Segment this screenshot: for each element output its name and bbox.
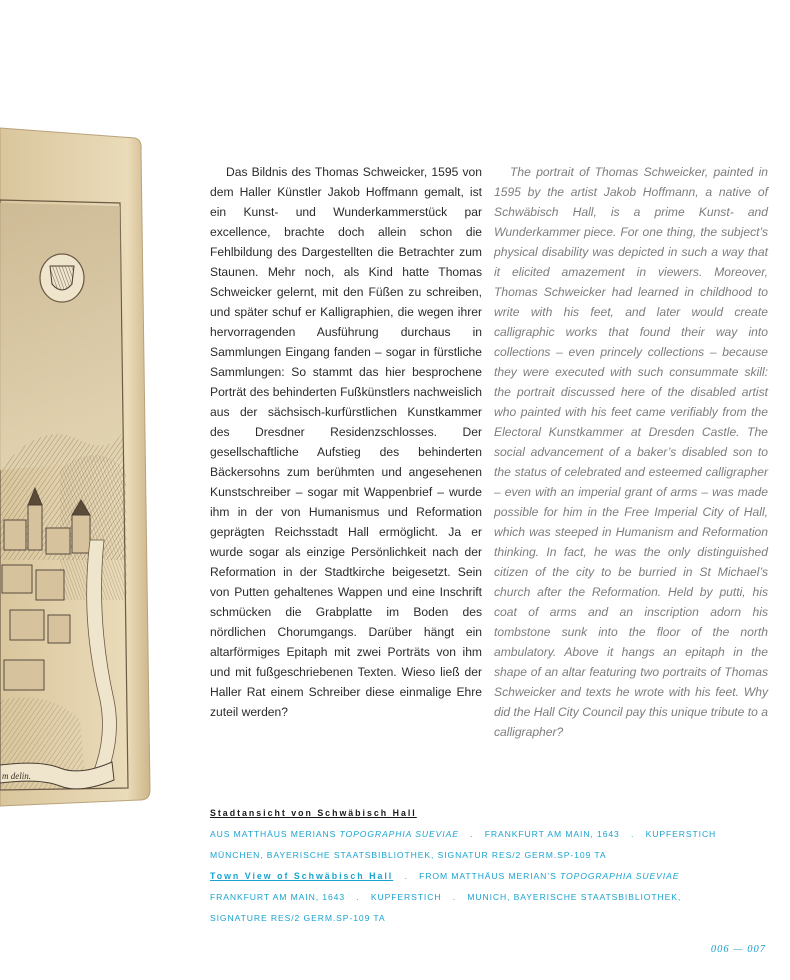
- german-text-column: [210, 162, 482, 722]
- page-number-dash: —: [733, 944, 744, 955]
- caption-separator: .: [470, 829, 474, 839]
- caption-holder-en: MUNICH, BAYERISCHE STAATSBIBLIOTHEK,: [467, 892, 682, 902]
- german-paragraph: Das Bildnis des Thomas Schweicker, 1595 von dem Haller Künstler Jakob Hoffmann gemalt, ist ein Kunst- und Wunderkammerstück par excellence, brachte doch allein schon die Fehlbildung des Dargestellten die Betrachter zum Staunen. Mehr noch, als Kind hatte Thomas Schweicker gelernt, mit den Füßen zu schreiben, und später schuf er Kalligraphien, die wegen ihrer hervorragenden Ausführung durchaus in Sammlungen Eingang fanden – sogar in fürstliche Sammlungen: So stammt das hier besprochene Porträt des behinderten Fußkünstlers nachweislich aus der sächsisch-kurfürstlichen Kunstkammer des Dresdner Residenzschlosses. Der gesellschaftliche Aufstieg des behinderten Bäckersohns zum berühmten und angesehenen Kunstschreiber – sogar mit Wappenbrief – wurde ihm in der von Humanismus und Reformation geprägten Reichsstadt Hall ermöglicht. Ja er wurde sogar als einzige Persönlichkeit nach der Reformation in der Stadtkirche beigesetzt. Sein von Putten gehaltenes Wappen und eine Inschrift schmücken die Grabplatte im Boden des nördlichen Chorumgangs. Darüber hängt ein altarförmiges Epitaph mit zwei Porträts von ihm und mit fußgeschriebenen Texten. Wieso ließ der Haller Rat einem Schreiber diese einmalige Ehre zuteil werden?: [210, 165, 482, 719]
- caption-signature-en: SIGNATURE RES/2 GERM.SP-109 TA: [210, 913, 386, 923]
- caption-title-de: Stadtansicht von Schwäbisch Hall: [210, 808, 417, 818]
- english-text-column: [494, 162, 768, 742]
- coat-of-arms-icon: [40, 254, 84, 302]
- caption-separator: .: [356, 892, 360, 902]
- page-number-right: 007: [747, 944, 766, 955]
- caption-source-title: TOPOGRAPHIA SUEVIAE: [339, 829, 459, 839]
- engraving-signature: m delin.: [2, 771, 31, 781]
- caption-title-en: Town View of Schwäbisch Hall: [210, 871, 394, 881]
- caption-medium: KUPFERSTICH: [645, 829, 717, 839]
- caption-place-date-en: FRANKFURT AM MAIN, 1643: [210, 892, 345, 902]
- caption-holder-de: MÜNCHEN, BAYERISCHE STAATSBIBLIOTHEK, SIGNATUR RES/2 GERM.SP-109 TA: [210, 850, 607, 860]
- caption-separator: .: [631, 829, 635, 839]
- image-caption: [210, 803, 770, 929]
- caption-place-date: FRANKFURT AM MAIN, 1643: [484, 829, 620, 839]
- caption-source-prefix: AUS MATTHÄUS MERIANS: [210, 829, 337, 839]
- caption-source-title-en: TOPOGRAPHIA SUEVIAE: [560, 871, 680, 881]
- page-numbers: [711, 944, 766, 955]
- english-paragraph: The portrait of Thomas Schweicker, painted in 1595 by the artist Jakob Hoffmann, a native of Schwäbisch Hall, is a prime Kunst- and Wunderkammer piece. For one thing, the subject’s physical disability was depicted in such a way that it elicited amazement in viewers. Moreover, Thomas Schweicker had learned in childhood to write with his feet, and later would create calligraphic works that found their way into collections – even princely collections – because they were executed with such consummate skill: the portrait discussed here of the disabled artist who painted with his feet came verifiably from the Electoral Kunstkammer at Dresden Castle. The social advancement of a baker’s disabled son to the status of celebrated and esteemed calligrapher – even with an imperial grant of arms – was made possible for him in the Free Imperial City of Hall, which was steeped in Humanism and Reformation thinking. In fact, he was the only distinguished citizen of the city to be burried in St Michael’s church after the Reformation. Held by putti, his coat of arms and an inscription adorn his tombstone sunk into the floor of the north ambulatory. Above it hangs an epitaph in the shape of an altar featuring two portraits of Thomas Schweicker and texts he wrote with his feet. Why did the Hall City Council pay this unique tribute to a calligrapher?: [494, 165, 768, 739]
- caption-separator: .: [404, 871, 408, 881]
- page-number-left: 006: [710, 944, 730, 955]
- caption-source-prefix-en: FROM MATTHÄUS MERIAN’S: [419, 871, 557, 881]
- engraving-image: [0, 0, 200, 820]
- caption-medium-en: KUPFERSTICH: [370, 892, 442, 902]
- engraving-illustration: [0, 0, 200, 820]
- caption-separator: .: [452, 892, 457, 902]
